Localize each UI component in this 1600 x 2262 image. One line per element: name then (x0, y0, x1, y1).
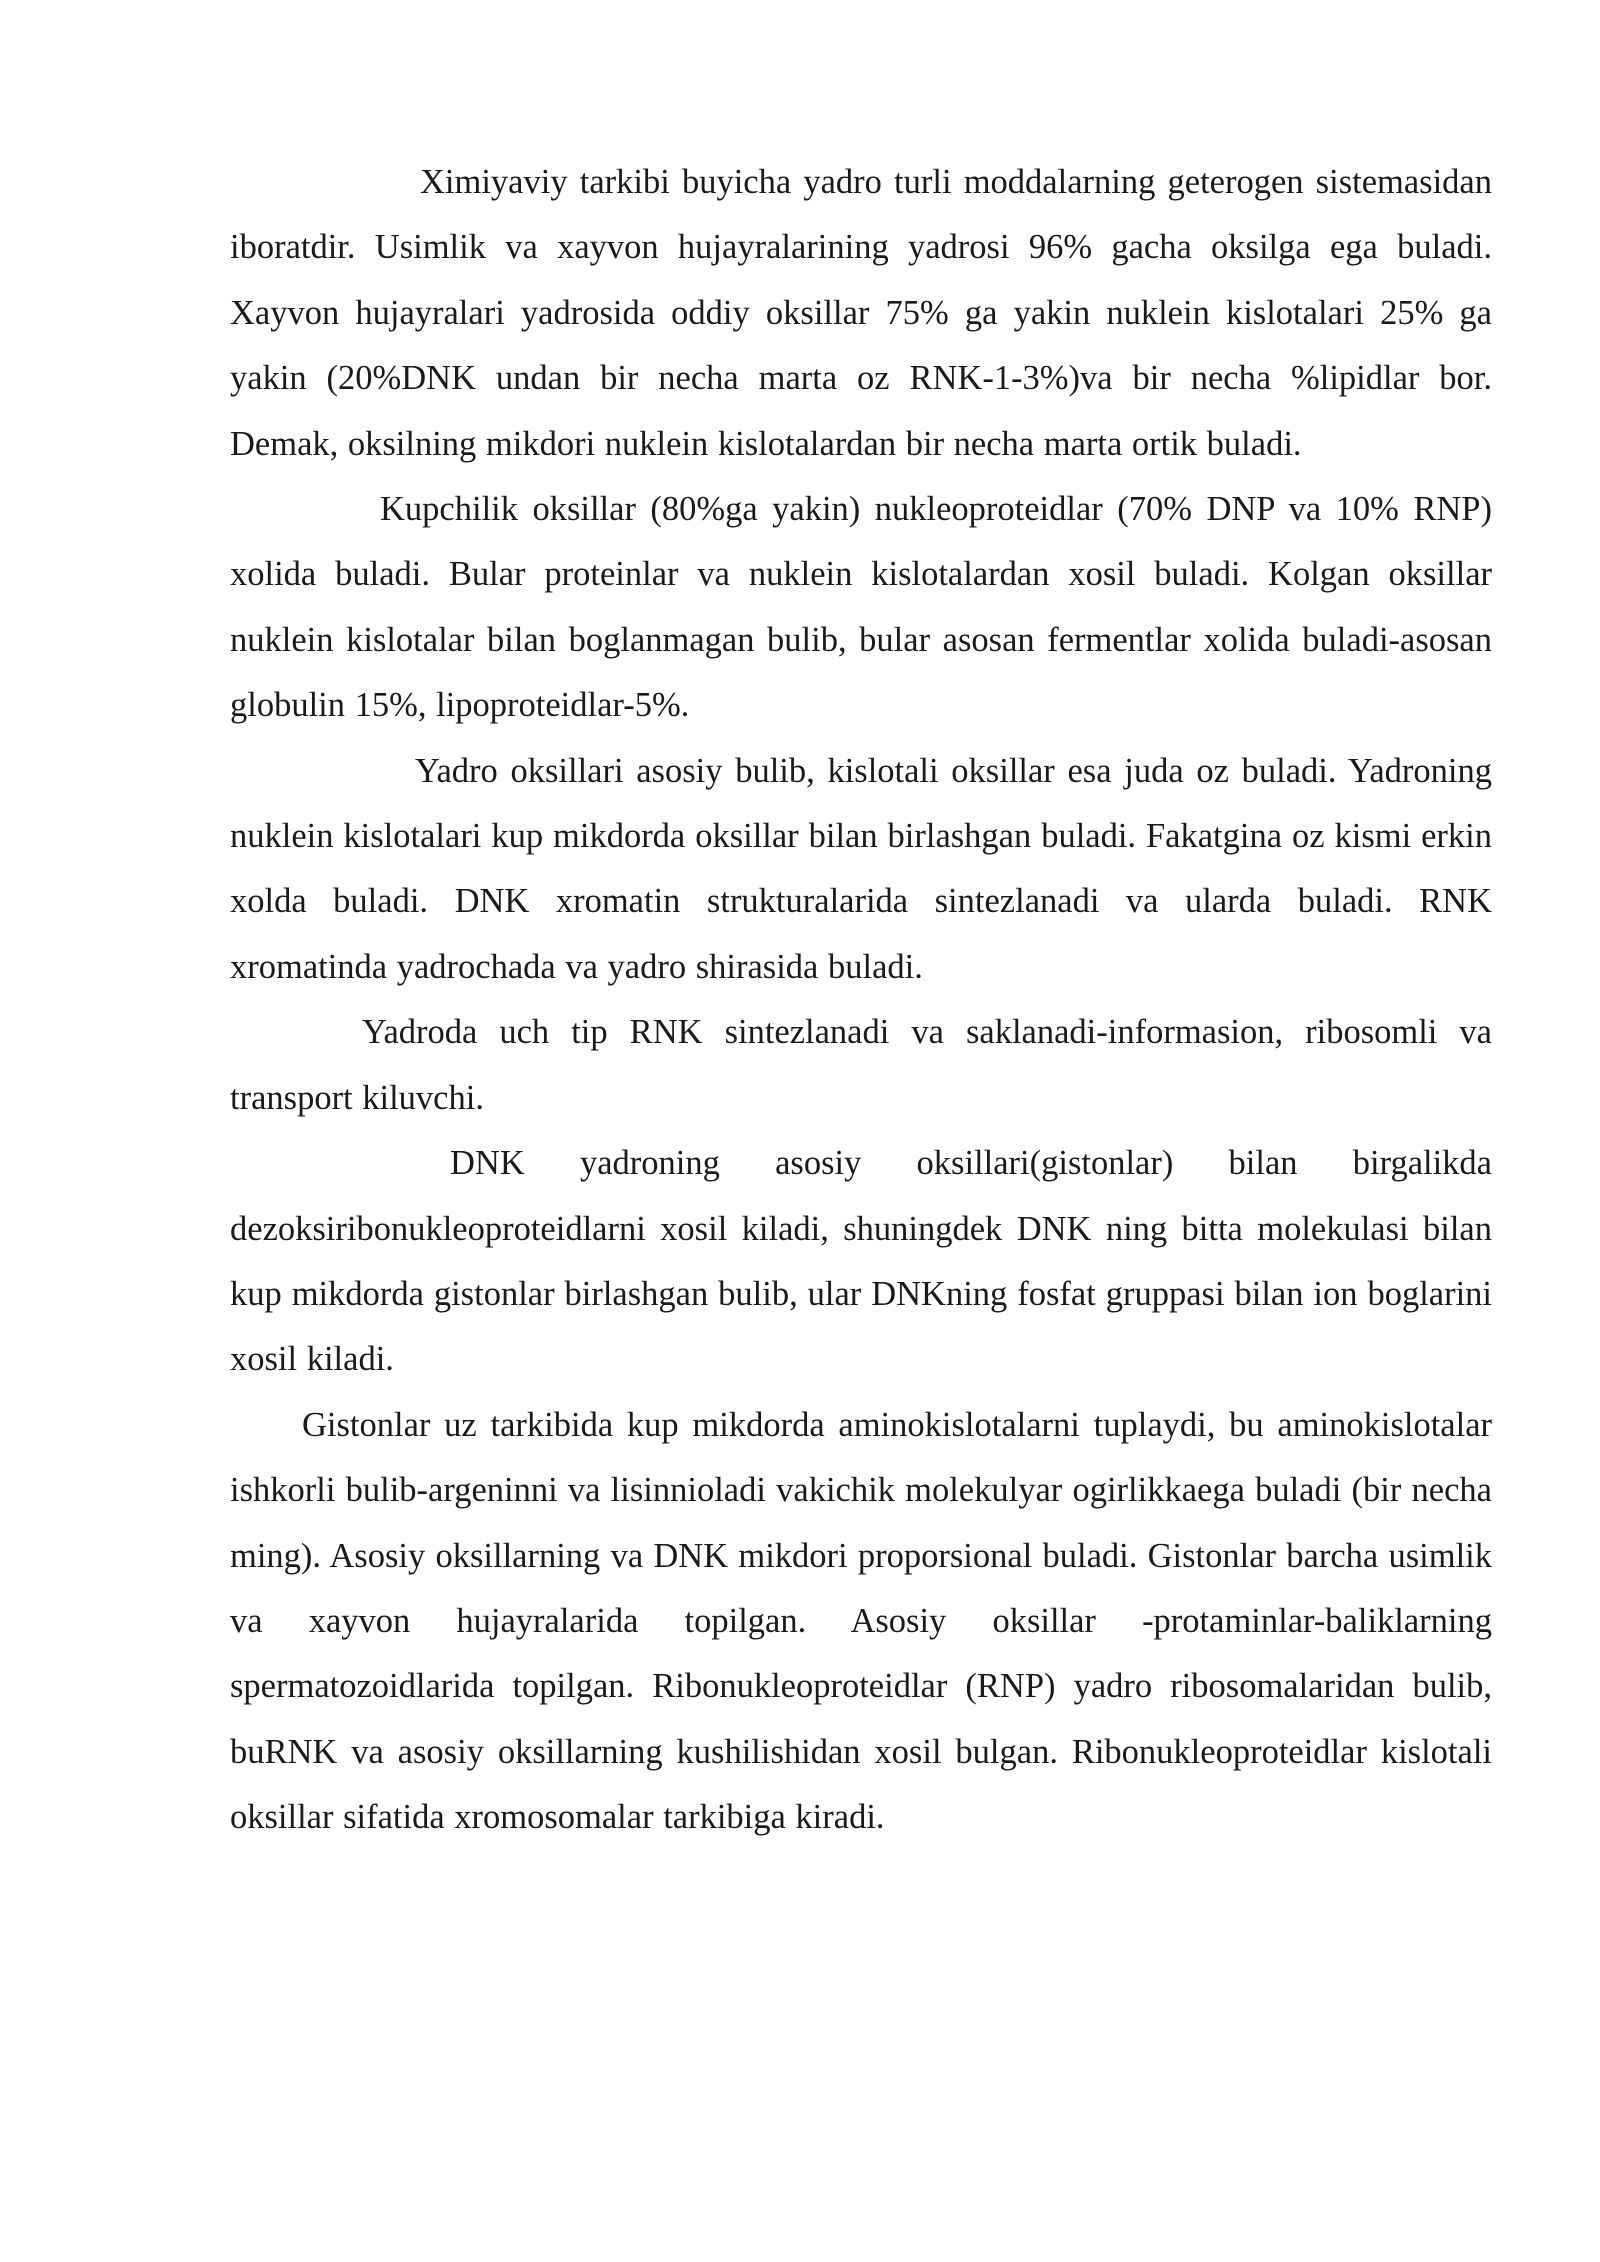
paragraph-2: Kupchilik oksillar (80%ga yakin) nukleoproteidlar (70% DNP va 10% RNP) xolida buladi. Bular proteinlar va nuklein kislotalardan xosil buladi. Kolgan oksillar nuklein kislotalar bilan boglanmagan bulib, bular asosan fermentlar xolida buladi-asosan globulin 15%, lipoproteidlar-5%. (230, 490, 1492, 725)
paragraph-6: Gistonlar uz tarkibida kup mikdorda aminokislotalarni tuplaydi, bu aminokislotalar ishkorli bulib-argeninni va lisinnioladi vakichik molekulyar ogirlikkaega buladi (bir necha ming). Asosiy oksillarning va DNK mikdori proporsional buladi. Gistonlar barcha usimlik va xayvon hujayralarida topilgan. Asosiy oksillar -protaminlar-baliklarning spermatozoidlarida topilgan. Ribonukleoproteidlar (RNP) yadro ribosomalaridan bulib, buRNK va asosiy oksillarning kushilishidan xosil bulgan. Ribonukleoproteidlar kislotali oksillar sifatida xromosomalar tarkibiga kiradi. (230, 1405, 1492, 1837)
paragraph-5: DNK yadroning asosiy oksillari(gistonlar) bilan birgalikda dezoksiribonukleoproteidlarni xosil kiladi, shuningdek DNK ning bitta molekulasi bilan kup mikdorda gistonlar birlashgan bulib, ular DNKning fosfat gruppasi bilan ion boglarini xosil kiladi. (230, 1144, 1492, 1379)
paragraph-1: Ximiyaviy tarkibi buyicha yadro turli moddalarning geterogen sistemasidan iboratdir. Usimlik va xayvon hujayralarining yadrosi 96% gacha oksilga ega buladi. Xayvon hujayralari yadrosida oddiy oksillar 75% ga yakin nuklein kislotalari 25% ga yakin (20%DNK undan bir necha marta oz RNK-1-3%)va bir necha %lipidlar bor. Demak, oksilning mikdori nuklein kislotalardan bir necha marta ortik buladi. (230, 163, 1492, 463)
paragraph-4: Yadroda uch tip RNK sintezlanadi va saklanadi-informasion, ribosomli va transport kiluvchi. (230, 1013, 1492, 1117)
document-page (230, 150, 1492, 1851)
paragraph-3: Yadro oksillari asosiy bulib, kislotali oksillar esa juda oz buladi. Yadroning nuklein kislotalari kup mikdorda oksillar bilan birlashgan buladi. Fakatgina oz kismi erkin xolda buladi. DNK xromatin strukturalarida sintezlanadi va ularda buladi. RNK xromatinda yadrochada va yadro shirasida buladi. (230, 751, 1492, 986)
